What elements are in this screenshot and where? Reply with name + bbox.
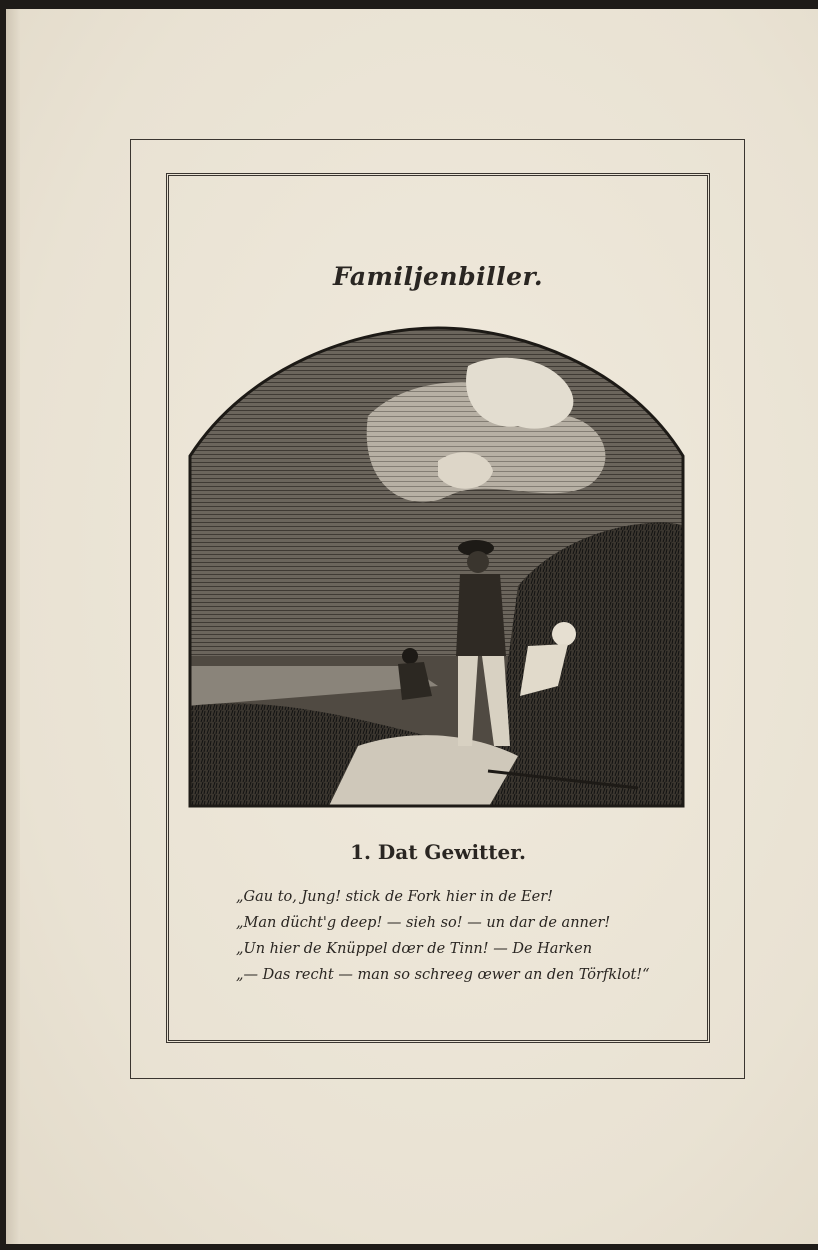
poem-line: „Un hier de Knüppel dœr de Tinn! — De Harken <box>236 941 593 957</box>
poem-line: „Man dücht'g deep! — sieh so! — un dar de anner! <box>236 915 611 931</box>
engraving-illustration <box>188 326 685 808</box>
poem-caption: 1. Dat Gewitter. <box>350 840 526 864</box>
page-title: Familjenbiller. <box>332 262 544 291</box>
poem-text <box>236 884 656 988</box>
poem-line: „— Das recht — man so schreeg œwer an den Törfklot!“ <box>236 967 650 983</box>
poem-line: „Gau to, Jung! stick de Fork hier in de Eer! <box>236 889 553 905</box>
page-spine <box>6 9 20 1244</box>
